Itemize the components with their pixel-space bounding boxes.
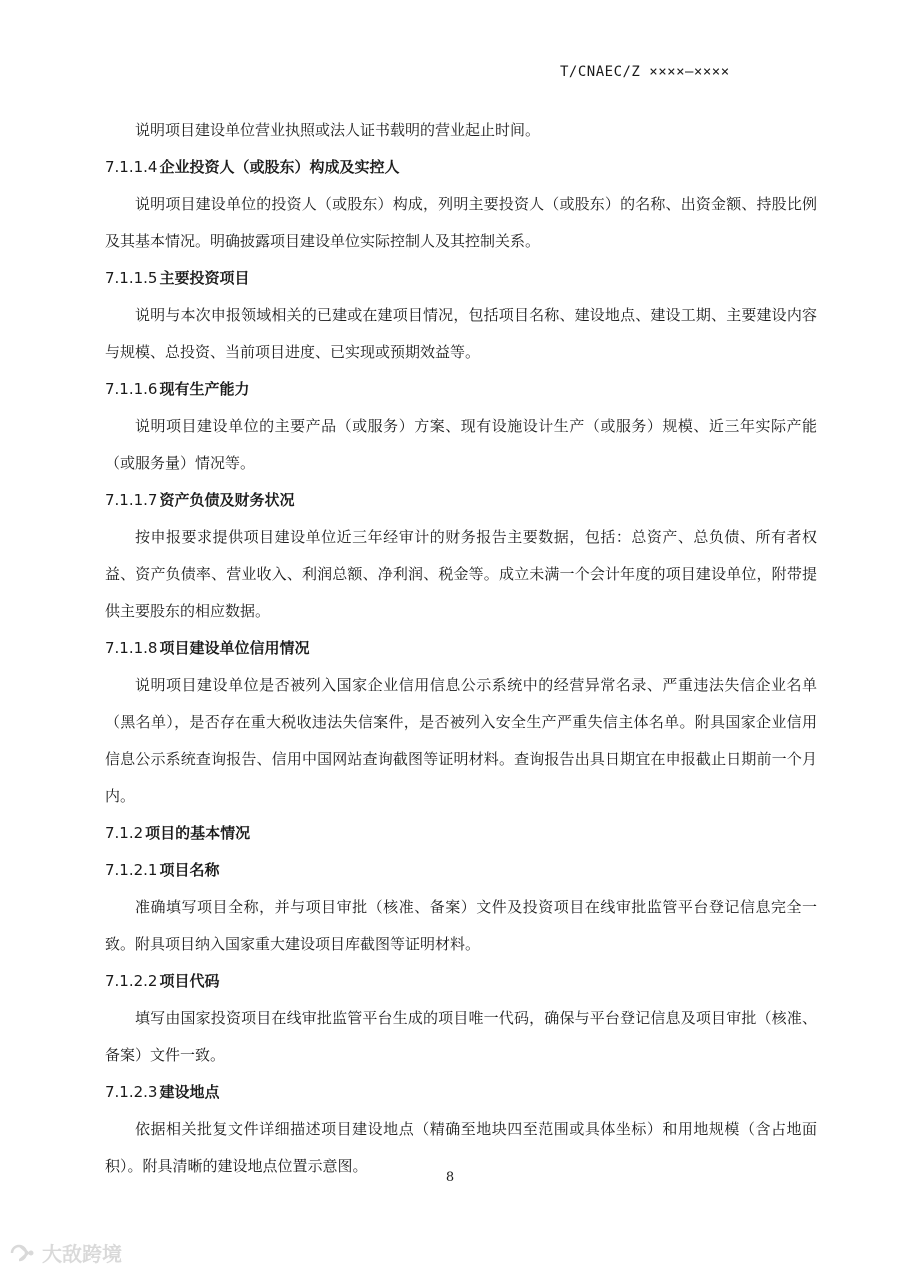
section-title: 企业投资人（或股东）构成及实控人 (159, 158, 400, 176)
section-title: 现有生产能力 (159, 380, 250, 398)
body-paragraph: 说明项目建设单位营业执照或法人证书载明的营业起止时间。 (135, 121, 541, 139)
body-paragraph: 说明项目建设单位是否被列入国家企业信用信息公示系统中的经营异常名录、严重违法失信企业名单（黑名单），是否存在重大税收违法失信案件，是否被列入安全生产严重失信主体名单。附具国家企业信用信息公示系统查询报告、信用中国网站查询截图等证明材料。查询报告出具日期宜在申报截止日期前一个月内。 (105, 676, 817, 805)
body-paragraph: 说明项目建设单位的主要产品（或服务）方案、现有设施设计生产（或服务）规模、近三年实际产能（或服务量）情况等。 (105, 417, 817, 472)
body-paragraph: 说明与本次申报领域相关的已建或在建项目情况，包括项目名称、建设地点、建设工期、主要建设内容与规模、总投资、当前项目进度、已实现或预期效益等。 (105, 306, 817, 361)
body-paragraph: 说明项目建设单位的投资人（或股东）构成，列明主要投资人（或股东）的名称、出资金额、持股比例及其基本情况。明确披露项目建设单位实际控制人及其控制关系。 (105, 195, 817, 250)
document-body (105, 112, 817, 1185)
section-number: 7.1.2.3 (105, 1083, 158, 1101)
body-paragraph: 准确填写项目全称，并与项目审批（核准、备案）文件及投资项目在线审批监管平台登记信息完全一致。附具项目纳入国家重大建设项目库截图等证明材料。 (105, 898, 817, 953)
standard-code: T/CNAEC/Z ××××—×××× (560, 64, 730, 80)
section-number: 7.1.2.2 (105, 972, 158, 990)
section-title: 项目的基本情况 (145, 824, 251, 842)
section-heading (105, 1074, 817, 1111)
section-heading (105, 260, 817, 297)
section-title: 项目建设单位信用情况 (159, 639, 310, 657)
section-number: 7.1.1.4 (105, 158, 158, 176)
page-number: 8 (445, 1170, 455, 1185)
body-paragraph: 依据相关批复文件详细描述项目建设地点（精确至地块四至范围或具体坐标）和用地规模（含占地面积）。附具清晰的建设地点位置示意图。 (105, 1120, 817, 1175)
body-paragraph: 按申报要求提供项目建设单位近三年经审计的财务报告主要数据，包括：总资产、总负债、所有者权益、资产负债率、营业收入、利润总额、净利润、税金等。成立未满一个会计年度的项目建设单位，附带提供主要股东的相应数据。 (105, 528, 817, 620)
section-title: 主要投资项目 (159, 269, 250, 287)
section-title: 建设地点 (159, 1083, 220, 1101)
section-title: 项目名称 (159, 861, 220, 879)
section-number: 7.1.1.5 (105, 269, 158, 287)
section-heading (105, 630, 817, 667)
section-heading (105, 482, 817, 519)
section-number: 7.1.1.6 (105, 380, 158, 398)
section-heading (105, 963, 817, 1000)
section-title: 资产负债及财务状况 (159, 491, 295, 509)
watermark (8, 1238, 122, 1267)
section-number: 7.1.2.1 (105, 861, 158, 879)
section-heading (105, 371, 817, 408)
section-number: 7.1.1.8 (105, 639, 158, 657)
logo-icon (8, 1242, 36, 1264)
body-paragraph: 填写由国家投资项目在线审批监管平台生成的项目唯一代码，确保与平台登记信息及项目审批（核准、备案）文件一致。 (105, 1009, 817, 1064)
section-number: 7.1.2 (105, 824, 144, 842)
section-title: 项目代码 (159, 972, 220, 990)
section-heading (105, 815, 817, 852)
section-heading (105, 852, 817, 889)
watermark-text: 大敌跨境 (42, 1242, 122, 1266)
section-heading (105, 149, 817, 186)
section-number: 7.1.1.7 (105, 491, 158, 509)
